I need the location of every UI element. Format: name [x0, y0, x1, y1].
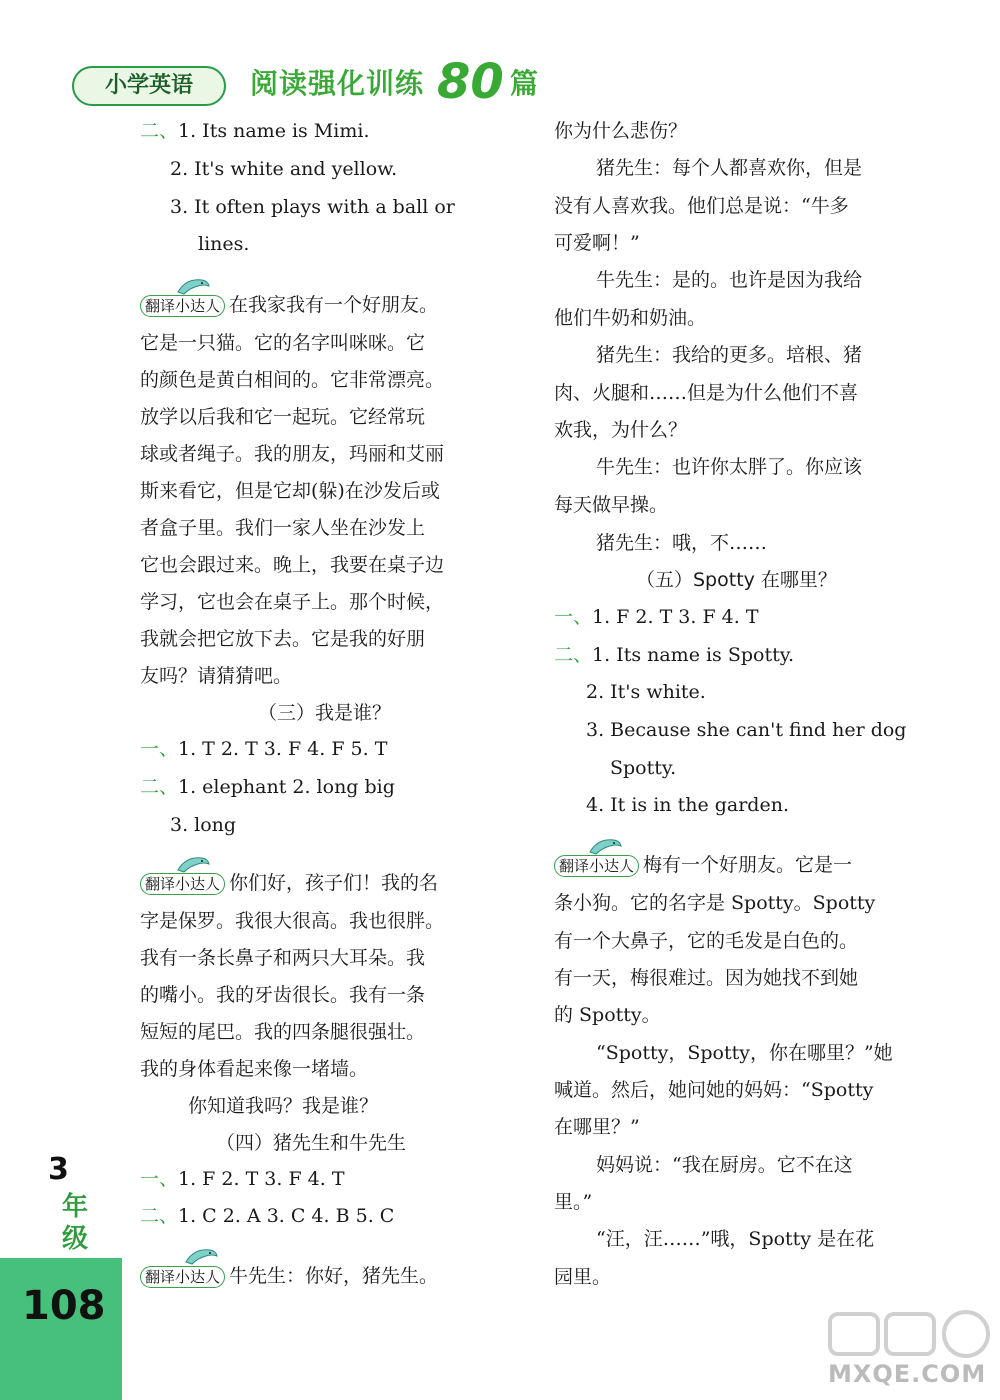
translation-badge: 翻译小达人 [140, 1266, 225, 1288]
translation-text: 在我家我有一个好朋友。 [229, 294, 439, 316]
page-number-box [0, 1258, 122, 1400]
answer-line: Spotty. [610, 757, 677, 779]
answer-text: 1. F 2. T 3. F 4. T [178, 1168, 345, 1190]
translation-line: 它是一只猫。它的名字叫咪咪。它 [140, 332, 426, 354]
answer-line: 3. long [170, 814, 237, 836]
section-marker: 一、 [140, 1168, 179, 1190]
translation-badge: 翻译小达人 [140, 873, 225, 895]
translation-line: 它也会跟过来。晚上，我要在桌子边 [140, 554, 445, 576]
translation-line: 学习，它也会在桌子上。那个时候， [140, 591, 445, 613]
grade-label-1: 年 [62, 1192, 89, 1222]
translation-line [554, 852, 852, 878]
answer-text: 1. Its name is Mimi. [178, 120, 370, 142]
translation-line: 有一天，梅很难过。因为她找不到她 [554, 967, 859, 989]
section-marker: 二、 [554, 644, 593, 666]
section-marker: 二、 [140, 120, 179, 142]
translation-line: 在哪里？” [554, 1116, 640, 1138]
translation-line: 妈妈说：“我在厨房。它不在这 [596, 1154, 853, 1176]
translation-line: 欢我，为什么？ [554, 419, 688, 441]
translation-line: 字是保罗。我很大很高。我也很胖。 [140, 910, 445, 932]
translation-line: 里。” [554, 1191, 593, 1213]
answer-text: 1. T 2. T 3. F 4. F 5. T [178, 738, 388, 760]
answer-line [554, 642, 794, 668]
book-title-suffix: 篇 [510, 67, 539, 100]
answer-line: 3. It often plays with a ball or [170, 196, 455, 218]
series-label: 小学英语 [72, 66, 226, 106]
answer-line: lines. [198, 233, 250, 255]
translation-line: 可爱啊！” [554, 232, 640, 254]
translation-line: 你为什么悲伤？ [554, 120, 688, 142]
translation-line: 猪先生：我给的更多。培根、猪 [596, 344, 863, 366]
translation-line: 园里。 [554, 1266, 612, 1288]
book-title: 阅读强化训练 [250, 67, 425, 100]
answer-line [140, 1203, 394, 1229]
translation-line: 牛先生：也许你太胖了。你应该 [596, 456, 863, 478]
translation-line: 没有人喜欢我。他们总是说：“牛多 [554, 195, 849, 217]
page-number: 108 [22, 1283, 106, 1329]
translation-line: 我就会把它放下去。它是我的好朋 [140, 628, 426, 650]
grade-number: 3 [48, 1152, 69, 1187]
translation-text: 你们好，孩子们！我的名 [229, 872, 439, 894]
book-number: 80 [437, 54, 504, 110]
translation-line: 牛先生：是的。也许是因为我给 [596, 269, 863, 291]
translation-line: 我的身体看起来像一堵墙。 [140, 1058, 369, 1080]
section-title: （四）猪先生和牛先生 [216, 1132, 407, 1154]
watermark-text: MXQE.COM [828, 1360, 987, 1388]
section-title: （三）我是谁？ [258, 702, 392, 724]
section-marker: 一、 [140, 738, 179, 760]
answer-line [140, 118, 370, 144]
translation-line: 者盒子里。我们一家人坐在沙发上 [140, 517, 426, 539]
translation-line: 你知道我吗？我是谁？ [188, 1095, 379, 1117]
translation-line: 每天做早操。 [554, 494, 669, 516]
translation-line: 放学以后我和它一起玩。它经常玩 [140, 406, 426, 428]
answer-text: 1. elephant 2. long big [178, 776, 395, 798]
translation-text: 牛先生：你好，猪先生。 [229, 1265, 439, 1287]
section-marker: 二、 [140, 1205, 179, 1227]
answer-line: 2. It's white. [586, 681, 706, 703]
translation-line: 有一个大鼻子，它的毛发是白色的。 [554, 930, 859, 952]
answer-line [140, 1166, 345, 1192]
translation-line: “Spotty，Spotty，你在哪里？”她 [596, 1042, 893, 1064]
translation-text: 梅有一个好朋友。它是一 [643, 854, 853, 876]
translation-line: “汪，汪……”哦，Spotty 是在花 [596, 1228, 875, 1250]
answer-text: 1. F 2. T 3. F 4. T [592, 606, 759, 628]
answer-line [140, 774, 395, 800]
translation-line: 我有一条长鼻子和两只大耳朵。我 [140, 947, 426, 969]
answer-text: 1. C 2. A 3. C 4. B 5. C [178, 1205, 395, 1227]
translation-line: 球或者绳子。我的朋友，玛丽和艾丽 [140, 443, 445, 465]
translation-line: 猪先生：每个人都喜欢你，但是 [596, 157, 863, 179]
translation-line: 短短的尾巴。我的四条腿很强壮。 [140, 1021, 426, 1043]
translation-badge: 翻译小达人 [554, 855, 639, 877]
answer-line [554, 604, 759, 630]
translation-line: 猪先生：哦，不…… [596, 532, 768, 554]
translation-line: 友吗？请猜猜吧。 [140, 665, 293, 687]
answer-line [140, 736, 387, 762]
translation-badge: 翻译小达人 [140, 295, 225, 317]
translation-line: 条小狗。它的名字是 Spotty。Spotty [554, 892, 876, 914]
section-marker: 一、 [554, 606, 593, 628]
translation-line: 他们牛奶和奶油。 [554, 307, 707, 329]
section-marker: 二、 [140, 776, 179, 798]
answer-text: 1. Its name is Spotty. [592, 644, 794, 666]
translation-line: 的嘴小。我的牙齿很长。我有一条 [140, 984, 426, 1006]
translation-line [140, 292, 438, 318]
answer-line: 2. It's white and yellow. [170, 158, 398, 180]
book-header [72, 54, 552, 110]
section-title: （五）Spotty 在哪里？ [636, 569, 837, 591]
answer-line: 3. Because she can't find her dog [586, 719, 907, 741]
translation-line: 喊道。然后，她问她的妈妈：“Spotty [554, 1079, 874, 1101]
translation-line [140, 1263, 438, 1289]
translation-line: 肉、火腿和……但是为什么他们不喜 [554, 382, 859, 404]
answer-line: 4. It is in the garden. [586, 794, 789, 816]
translation-line: 斯来看它，但是它却(躲)在沙发后或 [140, 480, 440, 502]
grade-label-2: 级 [62, 1224, 89, 1254]
translation-line [140, 870, 438, 896]
translation-line: 的颜色是黄白相间的。它非常漂亮。 [140, 369, 445, 391]
translation-line: 的 Spotty。 [554, 1004, 661, 1026]
